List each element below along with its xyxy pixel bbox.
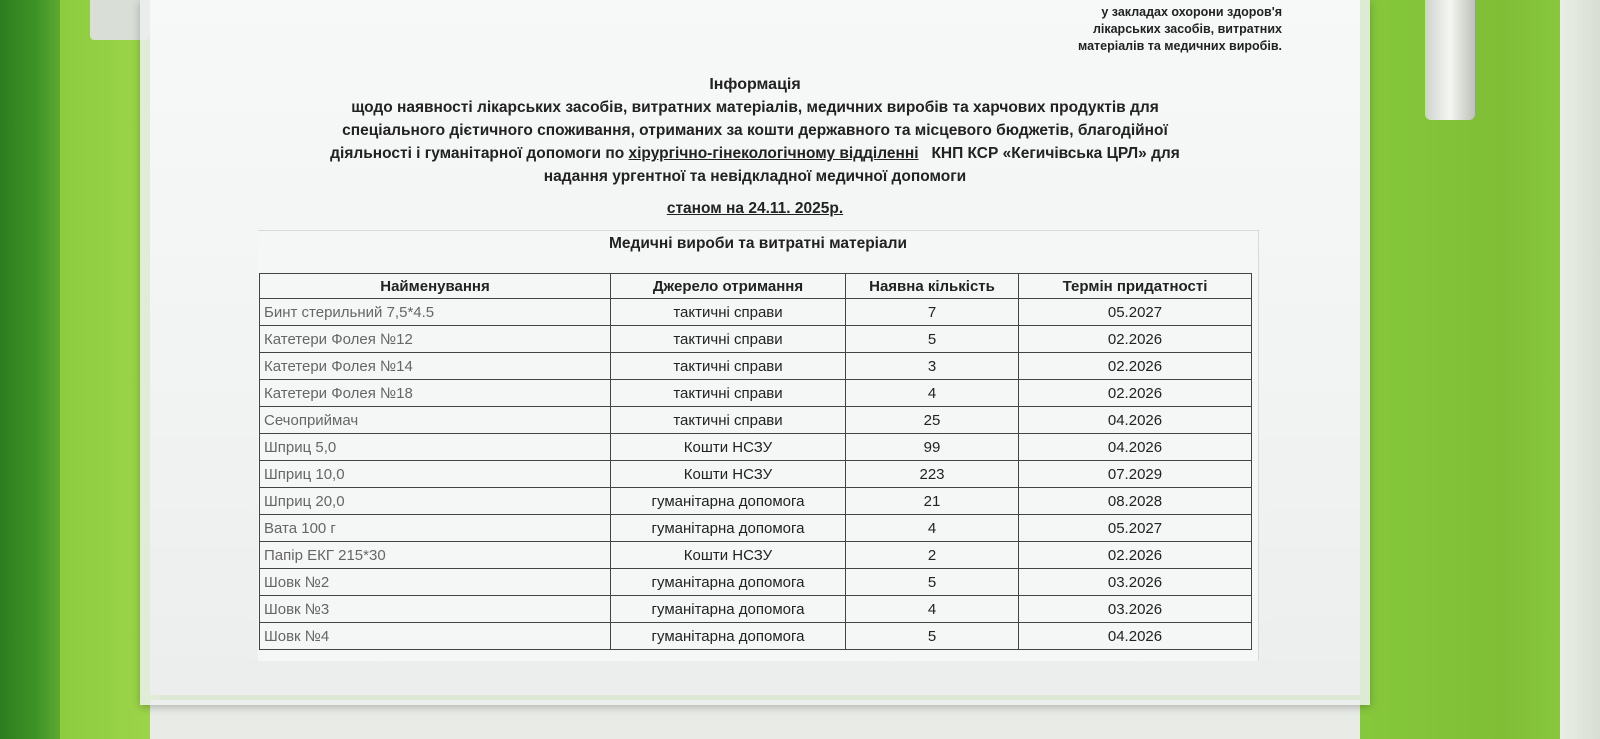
cell-quantity: 5: [846, 326, 1019, 353]
cell-quantity: 223: [846, 461, 1019, 488]
items-table: [259, 273, 1252, 650]
table-row: [260, 407, 1252, 434]
cell-source: Кошти НСЗУ: [611, 542, 846, 569]
cell-source: Кошти НСЗУ: [611, 461, 846, 488]
cell-source: гуманітарна допомога: [611, 623, 846, 650]
cell-name: Шовк №4: [260, 623, 611, 650]
cell-name: Вата 100 г: [260, 515, 611, 542]
table-caption: Медичні вироби та витратні матеріали: [609, 235, 907, 252]
corner-note-line: у закладах охорони здоров'я: [1101, 5, 1282, 19]
cell-expiry: 05.2027: [1019, 515, 1252, 542]
cell-source: тактичні справи: [611, 353, 846, 380]
subject-line-prefix: діяльності і гуманітарної допомоги по: [330, 145, 629, 162]
column-header-source: Джерело отримання: [611, 274, 846, 299]
table-row: [260, 596, 1252, 623]
cell-expiry: 04.2026: [1019, 623, 1252, 650]
corner-note: [1078, 4, 1282, 55]
table-row: [260, 488, 1252, 515]
subject-line: надання ургентної та невідкладної медичної допомоги: [543, 168, 967, 185]
cell-source: тактичні справи: [611, 380, 846, 407]
cell-name: Катетери Фолея №12: [260, 326, 611, 353]
cell-source: тактичні справи: [611, 299, 846, 326]
department-name: хірургічно-гінекологічному відділенні: [628, 145, 919, 162]
corner-note-line: матеріалів та медичних виробів.: [1077, 39, 1282, 53]
cell-name: Шприц 5,0: [260, 434, 611, 461]
cell-quantity: 21: [846, 488, 1019, 515]
cell-name: Папір ЕКГ 215*30: [260, 542, 611, 569]
table-row: [260, 353, 1252, 380]
table-row: [260, 380, 1252, 407]
cell-expiry: 08.2028: [1019, 488, 1252, 515]
document-title: Інформація: [709, 76, 801, 93]
column-header-quantity: Наявна кількість: [846, 274, 1019, 299]
table-row: [260, 515, 1252, 542]
cell-name: Катетери Фолея №18: [260, 380, 611, 407]
table-row: [260, 326, 1252, 353]
green-wall-strip: [0, 0, 60, 739]
cell-expiry: 05.2027: [1019, 299, 1252, 326]
table-row: [260, 623, 1252, 650]
table-row: [260, 434, 1252, 461]
subject-line-suffix: КНП КСР «Кегичівська ЦРЛ» для: [931, 145, 1180, 162]
cell-source: гуманітарна допомога: [611, 569, 846, 596]
cell-expiry: 07.2029: [1019, 461, 1252, 488]
table-row: [260, 299, 1252, 326]
subject-line: щодо наявності лікарських засобів, витратних матеріалів, медичних виробів та харчових продуктів для: [351, 99, 1159, 116]
cell-source: гуманітарна допомога: [611, 596, 846, 623]
cell-quantity: 2: [846, 542, 1019, 569]
cell-name: Шприц 20,0: [260, 488, 611, 515]
cell-name: Катетери Фолея №14: [260, 353, 611, 380]
as-of-date: станом на 24.11. 2025р.: [666, 200, 844, 217]
cell-expiry: 03.2026: [1019, 596, 1252, 623]
subject-line: спеціального дієтичного споживання, отриманих за кошти державного та місцевого бюджетів, благодійної: [342, 122, 1168, 139]
cell-expiry: 04.2026: [1019, 434, 1252, 461]
column-header-name: Найменування: [260, 274, 611, 299]
cell-name: Бинт стерильний 7,5*4.5: [260, 299, 611, 326]
cell-quantity: 7: [846, 299, 1019, 326]
cell-quantity: 5: [846, 623, 1019, 650]
notice-paper: [150, 0, 1360, 695]
corner-note-line: лікарських засобів, витратних: [1092, 22, 1282, 36]
cell-expiry: 03.2026: [1019, 569, 1252, 596]
table-body: [260, 299, 1252, 650]
cell-source: Кошти НСЗУ: [611, 434, 846, 461]
cell-quantity: 25: [846, 407, 1019, 434]
cell-quantity: 4: [846, 380, 1019, 407]
subject-line: [150, 142, 1360, 165]
table-panel: [258, 230, 1259, 661]
cell-expiry: 02.2026: [1019, 380, 1252, 407]
cell-source: гуманітарна допомога: [611, 488, 846, 515]
cell-name: Сечоприймач: [260, 407, 611, 434]
cell-quantity: 99: [846, 434, 1019, 461]
cell-expiry: 02.2026: [1019, 542, 1252, 569]
cell-name: Шприц 10,0: [260, 461, 611, 488]
cell-expiry: 02.2026: [1019, 326, 1252, 353]
cell-expiry: 04.2026: [1019, 407, 1252, 434]
cell-quantity: 3: [846, 353, 1019, 380]
cell-quantity: 4: [846, 596, 1019, 623]
cell-source: гуманітарна допомога: [611, 515, 846, 542]
cell-quantity: 5: [846, 569, 1019, 596]
column-header-expiry: Термін придатності: [1019, 274, 1252, 299]
table-row: [260, 569, 1252, 596]
wall-edge: [1560, 0, 1600, 739]
table-header-row: [260, 274, 1252, 299]
table-row: [260, 542, 1252, 569]
cell-source: тактичні справи: [611, 407, 846, 434]
cell-name: Шовк №2: [260, 569, 611, 596]
board-rail: [1425, 0, 1475, 120]
cell-source: тактичні справи: [611, 326, 846, 353]
board-bottom-edge: [150, 700, 1360, 739]
document-subject: [150, 96, 1360, 188]
cell-quantity: 4: [846, 515, 1019, 542]
cell-expiry: 02.2026: [1019, 353, 1252, 380]
table-row: [260, 461, 1252, 488]
cell-name: Шовк №3: [260, 596, 611, 623]
